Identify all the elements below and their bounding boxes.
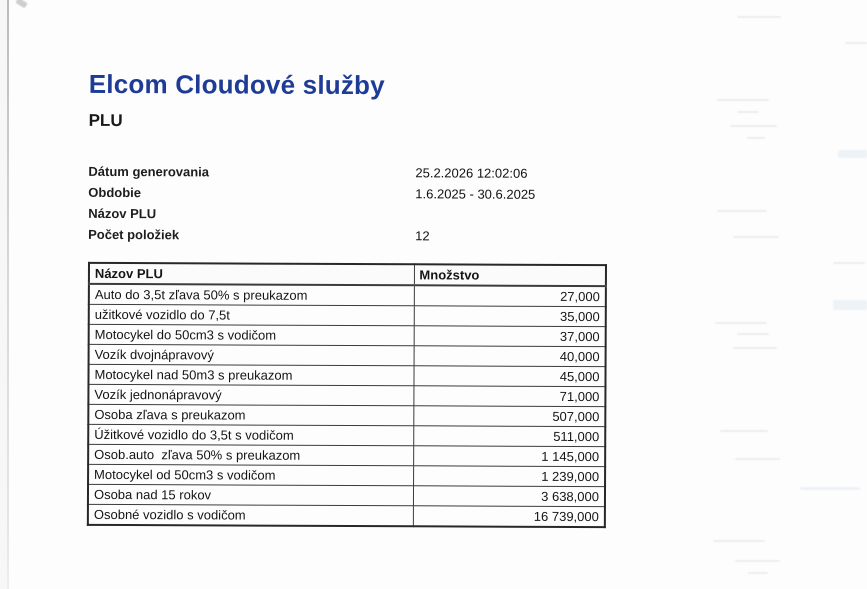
- meta-row-generated: [88, 161, 605, 184]
- plu-quantity-cell: 71,000: [413, 386, 605, 407]
- table-row: [88, 364, 605, 386]
- column-header-quantity: Množstvo: [414, 264, 606, 286]
- plu-table-body: [88, 284, 606, 527]
- page-scan-margin: [0, 0, 7, 589]
- page-title: Elcom Cloudové služby: [88, 68, 385, 101]
- scan-artifact: [800, 487, 860, 490]
- meta-label: Názov PLU: [88, 205, 157, 222]
- plu-name-cell: užitkové vozidlo do 7,5t: [89, 304, 414, 325]
- scan-speck: [15, 0, 28, 8]
- scan-artifact: [748, 572, 768, 574]
- scan-artifact: [737, 16, 781, 18]
- plu-name-cell: Osob.auto zľava 50% s preukazom: [88, 444, 413, 465]
- plu-quantity-cell: 511,000: [413, 426, 605, 447]
- plu-quantity-cell: 1 239,000: [413, 466, 605, 487]
- plu-table: [87, 262, 607, 528]
- meta-label: Počet položiek: [88, 226, 180, 243]
- meta-value: 25.2.2026 12:02:06: [415, 165, 528, 181]
- plu-quantity-cell: 35,000: [414, 306, 606, 327]
- plu-name-cell: Motocykel nad 50m3 s preukazom: [88, 364, 413, 385]
- scan-artifact: [733, 347, 777, 349]
- plu-quantity-cell: 507,000: [413, 406, 605, 427]
- table-row: [88, 464, 605, 486]
- table-row: [88, 404, 605, 426]
- plu-name-cell: Osoba zľava s preukazom: [88, 404, 413, 425]
- plu-quantity-cell: 40,000: [414, 346, 606, 367]
- plu-name-cell: Osobné vozidlo s vodičom: [88, 504, 413, 526]
- scan-artifact: [833, 262, 865, 264]
- plu-quantity-cell: 27,000: [414, 285, 606, 306]
- plu-name-cell: Úžitkové vozidlo do 3,5t s vodičom: [88, 424, 413, 445]
- scan-artifact: [735, 458, 780, 460]
- report-name: PLU: [88, 110, 123, 131]
- scan-artifact: [713, 540, 765, 542]
- scan-artifact: [735, 560, 780, 562]
- scan-artifact: [720, 430, 768, 432]
- scan-artifact: [737, 111, 759, 113]
- plu-name-cell: Motocykel od 50cm3 s vodičom: [88, 464, 413, 485]
- plu-quantity-cell: 37,000: [414, 326, 606, 347]
- scan-artifact: [737, 333, 769, 335]
- table-row: [89, 284, 606, 307]
- plu-quantity-cell: 16 739,000: [413, 506, 605, 527]
- table-header-row: [89, 263, 606, 286]
- table-row: [88, 384, 605, 406]
- meta-label: Obdobie: [88, 184, 142, 201]
- scan-artifact: [715, 322, 767, 324]
- table-row: [88, 484, 605, 506]
- table-row: [89, 324, 606, 346]
- meta-row-plu-name: [88, 203, 605, 226]
- meta-label: Dátum generovania: [88, 163, 210, 180]
- meta-row-period: [88, 182, 605, 205]
- scan-artifact: [845, 42, 867, 44]
- meta-row-item-count: [88, 224, 605, 247]
- scan-artifact: [717, 99, 769, 101]
- table-row: [88, 444, 605, 466]
- plu-name-cell: Vozík jednonápravový: [88, 384, 413, 405]
- plu-name-cell: Vozík dvojnápravový: [89, 344, 414, 365]
- scan-artifact: [747, 137, 765, 139]
- table-row: [89, 344, 606, 366]
- scan-artifact: [717, 210, 767, 212]
- report-page: [87, 0, 606, 528]
- report-metadata: [88, 161, 605, 247]
- plu-name-cell: Osoba nad 15 rokov: [88, 484, 413, 505]
- scan-artifact: [733, 236, 779, 238]
- scan-artifact: [838, 150, 867, 158]
- scan-artifact: [730, 125, 777, 127]
- meta-value: 12: [415, 228, 430, 244]
- meta-value: 1.6.2025 - 30.6.2025: [415, 186, 536, 202]
- plu-name-cell: Motocykel do 50cm3 s vodičom: [89, 324, 414, 345]
- column-header-name: Názov PLU: [89, 263, 414, 285]
- plu-quantity-cell: 1 145,000: [413, 446, 605, 467]
- plu-quantity-cell: 45,000: [413, 366, 605, 387]
- page-scan-edge-line: [7, 0, 9, 589]
- table-row: [88, 504, 605, 527]
- table-row: [88, 424, 605, 446]
- table-row: [89, 304, 606, 326]
- plu-name-cell: Auto do 3,5t zľava 50% s preukazom: [89, 284, 414, 306]
- scan-artifact: [833, 300, 867, 310]
- plu-quantity-cell: 3 638,000: [413, 486, 605, 507]
